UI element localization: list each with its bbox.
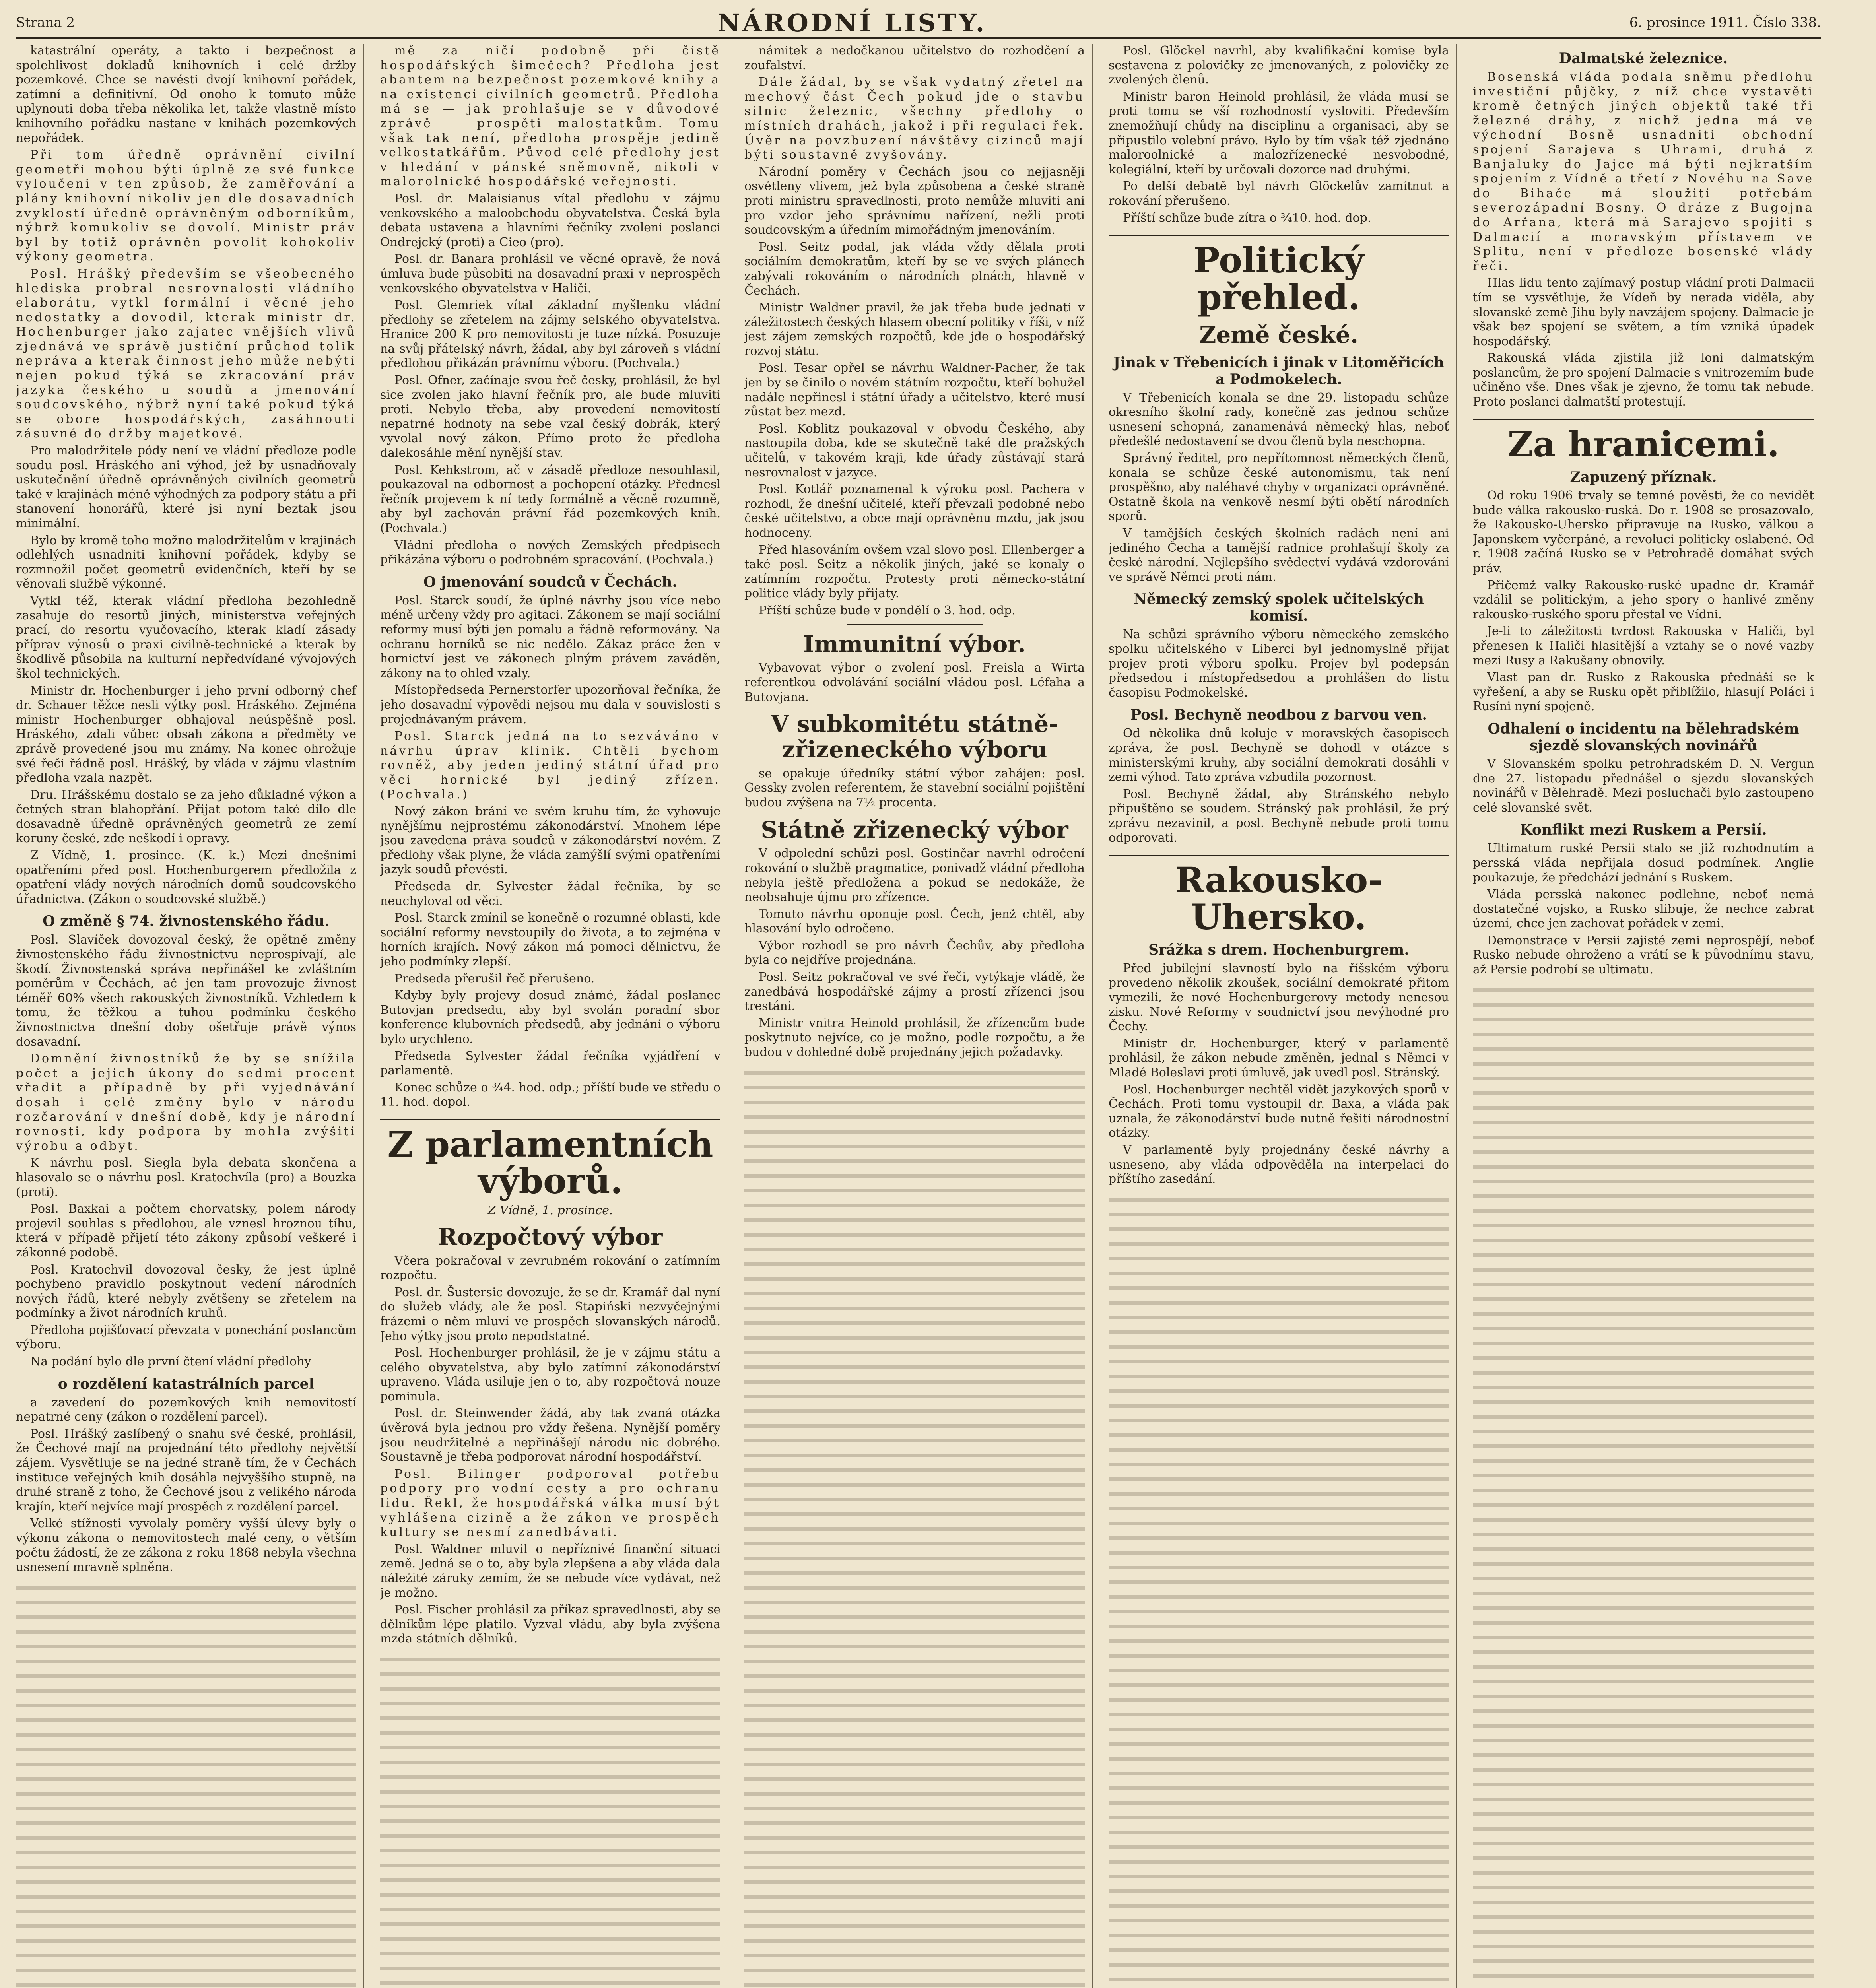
paragraph: Příští schůze bude zítra o ¾10. hod. dop. <box>1123 211 1371 225</box>
paragraph: katastrální operáty, a takto i bezpečnost a spolehlivost dokladů knihovních i celé držby pozemkové. Chce se navésti dvojí knihovní pořádek, zatímní a definitivní. Od onoho k tomuto může uplynouti doba třeba několika let, takže vlastně místo knihovního pořádku nastane v knihách pozemkových nepořádek. <box>16 44 356 145</box>
paragraph: Konec schůze o ¾4. hod. odp.; příští bude ve středu o 11. hod. dopol. <box>380 1080 720 1109</box>
paragraph: Posl. Hochenburger prohlásil, že je v zájmu státu a celého obyvatelstva, aby bylo zatímní zákonodárství upraveno. Vláda usiluje jen o to, aby rozpočtová nouze pominula. <box>380 1346 720 1404</box>
divider <box>847 624 983 625</box>
paragraph: Posl. Ofner, začínaje svou řeč česky, prohlásil, že byl sice zvolen jako hlavní řečník pro, ale bude mluviti proti. Nebylo třeba, aby provedení nemovitostí nepatrné hodnoty na sebe vzal český dobrák, který vyvolal nový zákon. Přímo proto že předloha dalekosáhle mění nynější stav. <box>380 373 720 460</box>
section-heading: Odhalení o incidentu na bělehradském sjezdě slovanských novinářů <box>1488 720 1799 754</box>
paragraph: Ultimatum ruské Persii stalo se již rozhodnutím a persská vláda nepřijala dosud podmínek. Anglie poukazuje, že předchází jednání s Ruskem. <box>1473 841 1814 885</box>
paragraph: Predseda přerušil řeč přerušeno. <box>394 971 595 986</box>
subsection-title: Immunitní výbor. <box>803 630 1026 658</box>
paragraph: Posl. dr. Steinwender žádá, aby tak zvaná otázka úvěrová byla jednou pro vždy řešena. Nynější poměry jsou neudržitelné a nepřinášejí národu nic dobrého. Soustavně je třeba podporovat národní hospodářství. <box>380 1406 720 1464</box>
section-heading: O změně § 74. živnostenského řádu. <box>43 913 330 930</box>
page-number: Strana 2 <box>16 15 75 31</box>
paragraph: Kdyby byly projevy dosud známé, žádal poslanec Butovjan predsedu, aby byl svolán poradní sbor konference klubovních předsedů, aby jednání o výboru bylo urychleno. <box>380 988 720 1046</box>
paragraph: Před jubilejní slavností bylo na říšském výboru provedeno několik zkoušek, sociální demokraté přitom vymezili, že nové Hochenburgerovy metody nenesou zisku. Nové Reformy v soudnictví jsou nevýhodné pro Čechy. <box>1109 961 1449 1034</box>
paragraph: Rakouská vláda zjistila již loni dalmatským poslancům, že pro spojení Dalmacie s vnitrozemím bude učiněno vše. Dnes však je zjevno, že tomu tak nebude. Proto poslanci dalmatští protestují. <box>1473 351 1814 409</box>
paragraph: Pro malodržitele pódy není ve vládní předloze podle soudu posl. Hráského ani výhod, jež by usnadňovaly uskutečnění úředně oprávněných civilních geometrů také v krajinách méně výhodných za podpory státu a při stanovení honorářů, které jsi nyní beztak jsou minimální. <box>16 444 356 530</box>
paragraph: Posl. Starck jedná na to sezváváno v návrhu úprav klinik. Chtěli bychom rovněž, aby jeden jediný státní úřad pro věci hornické byl jediný zřízen. (Pochvala.) <box>380 729 720 802</box>
paragraph: Posl. Baxkai a počtem chorvatsky, polem národy projevil souhlas s předlohou, ale vznesl hroznou tíhu, která v případě přijetí této zákony způsobí veškeré i zákonné podobě. <box>16 1202 356 1260</box>
subsection-title: Země české. <box>1199 321 1358 348</box>
section-title: Politický přehled. <box>1109 235 1449 315</box>
paragraph: Ministr dr. Hochenburger i jeho první odborný chef dr. Schauer těžce nesli výtky posl. Hráského. Zejména ministr Hochenburger obhajoval neúspěšně posl. Hráského, zdali vůbec obsah zákona a předměty ve zprávě provedené jsou mu známy. Na konec ohrožuje své řeči řádně posl. Hrášký, by vláda v zájmu vlastním předloha vzala nazpět. <box>16 683 356 785</box>
paragraph: Posl. Seitz pokračoval ve své řeči, vytýkaje vládě, že zanedbává hospodářské zájmy a prostí zřízenci jsou trestáni. <box>744 970 1085 1013</box>
paragraph: se opakuje úředníky státní výbor zahájen: posl. Gessky zvolen referentem, že stavební sociální pojištění budou zvýšena na 7½ procenta. <box>744 766 1085 810</box>
paragraph: Vládní předloha o nových Zemských předpisech přikázána výboru o podrobném spracování. (Pochvala.) <box>380 538 720 567</box>
masthead <box>16 9 1821 39</box>
paragraph: Před hlasováním ovšem vzal slovo posl. Ellenberger a také posl. Seitz a několik jiných, jaké se konaly o zatímním rozpočtu. Protesty proti německo-státní politice vlády byly přijaty. <box>744 543 1085 601</box>
text-continuation <box>380 1650 720 1988</box>
paragraph: Příští schůze bude v pondělí o 3. hod. odp. <box>759 603 1016 617</box>
paragraph: Po delší debatě byl návrh Glöckelův zamítnut a rokování přerušeno. <box>1109 179 1449 208</box>
paragraph: Posl. Glemriek vítal základní myšlenku vládní předlohy se zřetelem na zájmy selského obyvatelstva. Hranice 200 K pro nemovitosti je tuze nízká. Posuzuje na svůj přátelský návrh, žádal, aby byl zároveň s vládní předlohou přikázán právnímu výboru. (Pochvala.) <box>380 298 720 371</box>
paragraph: Posl. Kotlář poznamenal k výroku posl. Pachera v rozhodl, že dnešní učitelé, kteří převzali podobné nebo české učitelstvo, a obce mají oprávněnu mzdu, jak jsou hodnoceny. <box>744 482 1085 540</box>
paragraph: Tomuto návrhu oponuje posl. Čech, jenž chtěl, aby hlasování bylo odročeno. <box>744 907 1085 936</box>
paragraph: Domnění živnostníků že by se snížila počet a jejich úkony do sedmi procent vřadit a případně by při vyjednávání dosah i celé změny bylo v národu rozčarování v dnešní době, kdy je národní rovnosti, kdy podpora by mohla zvýšiti výrobu a odbyt. <box>16 1052 356 1153</box>
paragraph: Bosenská vláda podala sněmu předlohu investiční půjčky, z níž chce vystavěti kromě četných jiných objektů také tři železné dráhy, z nichž jedna má ve východní Bosně usnadniti obchodní spojení Sarajeva s Uhrami, druhá z Banjaluky do Jajce má býti nejkratším spojením z Vídně a třetí z Novéhu na Save do Bihače má sloužiti potřebám severozápadní Bosny. O dráze z Bugojna do Arřana, která má Sarajevo spojiti s Dalmacií a moravským přístavem ve Splitu, není v předloze bosenské vlády řeči. <box>1473 70 1814 273</box>
section-heading: Konflikt mezi Ruskem a Persií. <box>1520 821 1767 839</box>
subsection-title: Rozpočtový výbor <box>438 1223 663 1250</box>
text-continuation <box>1109 1191 1449 1988</box>
paragraph: V tamějších českých školních radách není ani jediného Čecha a tamější radnice prohlašují školy za české národní. Nejlepšího svědectví vydává vzdorování ve správě Němci proti nám. <box>1109 526 1449 584</box>
text-continuation <box>744 1064 1085 1988</box>
paragraph: Z Vídně, 1. prosince. (K. k.) Mezi dnešními opatřeními před posl. Hochenburgerem předložila z opatření vlády nových národních domů soudcovského úřadnictva. (Zákon o soudcovské službě.) <box>16 848 356 906</box>
section-heading: Jinak v Třebenicích i jinak v Litoměřicích a Podmokelech. <box>1113 354 1444 388</box>
paragraph: Posl. Kratochvil dovozoval česky, že jest úplně pochybeno pravidlo poskytnout vedení národních nových řádů, které nebyly zvětšeny se zřetelem na podmínky a život národních kruhů. <box>16 1262 356 1320</box>
paragraph: Posl. Slavíček dovozoval český, že opětně změny živnostenského řádu živnostnictvu neprospívají, ale škodí. Živnostenská správa nepřinášel ke zvláštním poměrům v Čechách, ač jen tam provozuje živnost téměř 60% všech rakouských živnostníků. Vzhledem k tomu, že těžkou a tuhou podmínku českého živnostnictva dnešní doby ošetřuje právě výnos dosavadní. <box>16 933 356 1049</box>
paragraph: Předloha pojišťovací převzata v ponechání poslancům výboru. <box>16 1323 356 1352</box>
paragraph: Správný ředitel, pro nepřítomnost německých členů, konala se schůze české autonomismu, tak není prospěšno, aby naléhavé chyby v organizaci oprávněné. Ostatně škola na venkově nesmí býti obětí národních sporů. <box>1109 451 1449 524</box>
paragraph: Předseda dr. Sylvester žádal řečníka, by se neuchyloval od věci. <box>380 879 720 908</box>
paragraph: V Třebenicích konala se dne 29. listopadu schůze okresního školní rady, konečně zas jednou schůze usnesení schopná, zanamenává německý hlas, neboť předešlé nedostavení se dvou členů byla neschopna. <box>1109 390 1449 448</box>
paragraph: Předseda Sylvester žádal řečníka vyjádření v parlamentě. <box>380 1049 720 1078</box>
paragraph: Přičemž valky Rakousko-ruské upadne dr. Kramář vzdálil se politickým, a jeho spory o hanlivé změny rakousko-ruského sporu přestal ve Vídni. <box>1473 578 1814 621</box>
paragraph: Na schůzi správního výboru německého zemského spolku učitelského v Liberci byl jednomyslně přijat projev proti výboru spolku. Projev byl podepsán předsedou i místopředsedou a prohlášen do listu časopisu Podmokelské. <box>1109 627 1449 700</box>
paragraph: Posl. Seitz podal, jak vláda vždy dělala proti sociálním demokratům, kteří by se ve svých plánech zabývali rokováním o národních plnách, hlavně v Čechách. <box>744 240 1085 298</box>
paragraph: Hlas lidu tento zajímavý postup vládní proti Dalmacii tím se vysvětluje, že Vídeň by nerada viděla, aby slovanské země Jihu byly navzájem spojeny. Dalmacie je však bez spojení se světem, a tím vzniká úpadek hospodářský. <box>1473 276 1814 348</box>
paragraph: Od několika dnů koluje v moravských časopisech zpráva, že posl. Bechyně se dohodl v otázce s ministerskými kruhy, aby sociální demokrati dosáhli v zemi výhod. Tato zpráva vzbudila pozornost. <box>1109 726 1449 784</box>
paragraph: Výbor rozhodl se pro návrh Čechův, aby předloha byla co nejdříve projednána. <box>744 938 1085 967</box>
paragraph: Posl. Hrášký zaslíbený o snahu své české, prohlásil, že Čechové mají na projednání této předlohy největší zájem. Vysvětluje se na jedné straně tím, že v Čechách instituce veřejných knih dosáhla nejvyššího stupně, na druhé straně z toho, že Čechové jsou z velikého národa krajín, kteří nejvíce mají prospěch z rozdělení parcel. <box>16 1427 356 1514</box>
paragraph: Místopředseda Pernerstorfer upozorňoval řečníka, že jeho dosavadní výpovědi nejsou mu dala v souvislosti s projednávaným právem. <box>380 683 720 726</box>
paragraph: Posl. Fischer prohlásil za příkaz spravedlnosti, aby se dělníkům lépe platilo. Vyzval vládu, aby byla zvýšena mzda státních dělníků. <box>380 1603 720 1646</box>
paragraph: Posl. Bilinger podporoval potřebu podpory pro vodní cesty a pro ochranu lidu. Řekl, že hospodářská válka musí být vyhlášena cizině a že zákon ve prospěch kultury se nesmí zanedbávati. <box>380 1467 720 1540</box>
paragraph: Včera pokračoval v zevrubném rokování o zatímním rozpočtu. <box>380 1254 720 1283</box>
column-1 <box>16 44 364 1988</box>
paragraph: K návrhu posl. Siegla byla debata skončena a hlasovalo se o návrhu posl. Kratochvíla (pro) a Bouzka (proti). <box>16 1156 356 1199</box>
section-heading: Srážka s drem. Hochenburgrem. <box>1148 941 1409 958</box>
subsection-title: Státně zřizenecký výbor <box>761 816 1068 843</box>
dateline: Z Vídně, 1. prosince. <box>487 1203 613 1217</box>
subsection-title: V subkomitétu státně-zřizeneckého výboru <box>771 711 1058 763</box>
paragraph: Národní poměry v Čechách jsou co nejjasněji osvětleny vlivem, jež byla způsobena a české straně proti ministru spravedlnosti, proto nemůže mluviti ani pro vzdor jeho správnímu nařízení, nežli proti soudcovským a úředním mimořádným jmenováním. <box>744 165 1085 237</box>
paragraph: V parlamentě byly projednány české návrhy a usneseno, aby vláda odpověděla na interpelaci do příštího zasedání. <box>1109 1143 1449 1186</box>
paragraph: Posl. Hochenburger nechtěl vidět jazykových sporů v Čechách. Proti tomu vystoupil dr. Baxa, a vláda pak uznala, že zákonodárství bude nutně řešiti národnostní otázky. <box>1109 1082 1449 1140</box>
paragraph: mě za ničí podobně při čistě hospodářských šimečech? Předloha jest abantem na bezpečnost pozemkové knihy a na existenci civilních geometrů. Předloha má se — jak prohlašuje se v důvodové zprávě — prospěti malostatkům. Tomu však tak není, předloha prospěje jedině velkostatkářům. Původ celé předlohy jest v hledání v pánské sněmovně, nikoli v malorolnické hospodářské veřejnosti. <box>380 44 720 189</box>
paragraph: Posl. Starck zmínil se konečně o rozumné oblasti, kde sociální reformy nevstoupily do života, a to zejména v horních krajích. Nový zákon má pomoci dělnictvu, že jeho podmínky zlepší. <box>380 911 720 969</box>
paragraph: Ministr baron Heinold prohlásil, že vláda musí se proti tomu se vší rozhodností vysloviti. Především znemožňují chůdy na disciplinu a organisaci, aby se připustilo volební právo. Bylo by tím však též zjednáno maloroolnické a malozřízenecké nesvobodné, kolegiální, kteří by určovali dozorce nad druhými. <box>1109 89 1449 177</box>
section-heading: O jmenování soudců v Čechách. <box>423 573 678 590</box>
paragraph: Posl. Glöckel navrhl, aby kvalifikační komise byla sestavena z polovičky ze jmenovaných, z polovičky ze zvolených členů. <box>1109 44 1449 87</box>
newspaper-title: NÁRODNÍ LISTY. <box>717 8 987 37</box>
paragraph: Posl. Hrášký především se všeobecného hlediska probral nesrovnalosti vládního elaborátu, vytkl formální i věcné jeho nedostatky a dovodil, kterak ministr dr. Hochenburger jako zajatec vnějších vlivů zjednává ve správě justiční průchod tolik nepráva a kterak činnost jeho může nebýti nejen pokud týká se zkracování práv jazyka českého u soudů a jmenování soudcovského, nýbrž nyní také pokud týká se obore hospodářských, zasáhnouti zásuvné do držby majetkové. <box>16 266 356 441</box>
paragraph: Od roku 1906 trvaly se temné pověsti, že co nevidět bude válka rakousko-ruská. Do r. 1908 se prosazovalo, že Rakousko-Uhersko připravuje na Rusko, válkou a Japonskem vyčerpáné, a revoluci politicky oslabené. Od r. 1908 začíná Rusko se v Petrohradě domáhat svých práv. <box>1473 489 1814 576</box>
section-heading: Německý zemský spolek učitelských komisí. <box>1134 591 1424 625</box>
columns <box>16 44 1821 1988</box>
paragraph: Na podání bylo dle první čtení vládní předlohy <box>30 1355 311 1369</box>
section-title: Z parlamentních výborů. <box>380 1119 720 1200</box>
paragraph: Posl. dr. Banara prohlásil ve věcné opravě, že nová úmluva bude působiti na dosavadní praxi v neprospěch venkovského obyvatelstva v Haliči. <box>380 252 720 295</box>
paragraph: Posl. Starck soudí, že úplné návrhy jsou více nebo méně určeny vždy pro agitaci. Zákonem se mají sociální reformy musí býti jen pomalu a řádně reformovány. Na ochranu horníků se nic nedělo. Zákaz práce žen v hornictví jest ve zákonech plným právem zaváděn, zákony na to ohled vzaly. <box>380 593 720 680</box>
date-issue: 6. prosince 1911. Číslo 338. <box>1629 15 1821 31</box>
paragraph: Vytkl též, kterak vládní předloha bezohledně zasahuje do resortů jiných, ministerstva veřejných prací, do resortu vyučovacího, kterak kladí zásady příprav výnosů o praxi civilně-technické a kterak by škodlivě působila na kulturní nepředvídané vývojových škol technických. <box>16 594 356 681</box>
paragraph: Posl. dr. Malaisianus vítal předlohu v zájmu venkovského a maloobchodu obyvatelstva. Česká byla debata ustavena a hlavními řečníky zvoleni poslanci Ondrejcký (proti) a Cieo (pro). <box>380 191 720 249</box>
section-heading: Zapuzený příznak. <box>1570 469 1717 486</box>
column-4 <box>1109 44 1457 1988</box>
paragraph: Ministr dr. Hochenburger, který v parlamentě prohlásil, že zákon nebude změněn, jednal s Němci v Mladé Boleslavi proti úmluvě, jak uvedl posl. Stránský. <box>1109 1036 1449 1080</box>
paragraph: Ministr vnitra Heinold prohlásil, že zřízencům bude poskytnuto nejvíce, co je možno, podle rozpočtu, a že budou v dohledné době projednány jejich požadavky. <box>744 1016 1085 1060</box>
section-heading: o rozdělení katastrálních parcel <box>58 1375 315 1392</box>
paragraph: Posl. Kehkstrom, ač v zásadě předloze nesouhlasil, poukazoval na odbornost a pochopení otázky. Přednesl řečník projevem k ní tedy formálně a věcně rozumně, aby byl zachován právní řád pozemkových knih. (Pochvala.) <box>380 463 720 535</box>
column-2 <box>380 44 728 1988</box>
section-heading: Dalmatské železnice. <box>1559 50 1728 67</box>
paragraph: Demonstrace v Persii zajisté zemi neprospějí, neboť Rusko nebude ohroženo a vrátí se k původnímu stavu, až Persie podrobí se ultimatu. <box>1473 933 1814 977</box>
text-continuation <box>16 1579 356 1988</box>
paragraph: Je-li to záležitosti tvrdost Rakouska v Haliči, byl přenesen k Haliči hlasitější a vztahy se o nové vazby mezi Rusy a Rakušany obnovily. <box>1473 624 1814 668</box>
paragraph: námitek a nedočkanou učitelstvo do rozhodčení a zoufalství. <box>744 44 1085 72</box>
paragraph: V odpolední schůzi posl. Gostinčar navrhl odročení rokování o službě pragmatice, ponivadž vládní předloha nebyla ještě předložena a pokud se nedokáže, že neobsahuje újmu pro zřízence. <box>744 846 1085 905</box>
text-continuation <box>1473 981 1814 1988</box>
paragraph: Posl. Bechyně žádal, aby Stránského nebylo připuštěno se soudem. Stránský pak prohlásil, že prý zprávu nezavinil, a posl. Bechyně nebude proti tomu odporovati. <box>1109 787 1449 845</box>
section-title: Rakousko-Uhersko. <box>1109 855 1449 935</box>
paragraph: Vláda persská nakonec podlehne, neboť nemá dostatečné vojsko, a Rusko slibuje, že nechce zabrat území, chce jen zachovat pořádek v zemi. <box>1473 887 1814 931</box>
paragraph: V Slovanském spolku petrohradském D. N. Vergun dne 27. listopadu přednášel o sjezdu slovanských novinářů v Bělehradě. Mezi posluchači bylo zastoupeno celé slovanské svět. <box>1473 757 1814 815</box>
column-3 <box>744 44 1093 1988</box>
paragraph: Posl. dr. Šustersic dovozuje, že se dr. Kramář dal nyní do služeb vlády, ale že posl. Stapiński nezvyčejnými frázemi o něm mluví ve prospěch slovanských národů. Jeho výtky jsou proto nepodstatné. <box>380 1285 720 1343</box>
paragraph: Velké stížnosti vyvolaly poměry vyšší úlevy byly o výkonu zákona o nemovitostech malé ceny, o větším počtu žádostí, že ze zákona z roku 1868 nebyla všechna usnesení mravně splněna. <box>16 1516 356 1574</box>
section-title: Za hranicemi. <box>1473 419 1814 462</box>
paragraph: Bylo by kromě toho možno malodržitelům v krajinách odlehlých usnadniti knihovní pořádek, kdyby se rozmnožil počet geometrů evidenčních, kteří by se věnovali službě výkonné. <box>16 533 356 591</box>
paragraph: Ministr Waldner pravil, že jak třeba bude jednati v záležitostech českých hlasem obecní politiky v říši, v níž jest zájem zemských rozpočtů, kde jde o hospodářský rozvoj státu. <box>744 301 1085 358</box>
section-heading: Posl. Bechyně neodbou z barvou ven. <box>1130 707 1427 724</box>
paragraph: Posl. Tesar opřel se návrhu Waldner-Pacher, že tak jen by se činilo o novém státním rozpočtu, kteří bohužel nadále nepřinesl i státní úřady a učitelstvo, které musí zůstat bez mezd. <box>744 361 1085 419</box>
paragraph: Posl. Koblitz poukazoval v obvodu Českého, aby nastoupila doba, kde se skutečně také dle pražských učitelů, v takovém kraji, kde úřady zůstávají stará nesrovnalost v jazyce. <box>744 421 1085 480</box>
paragraph: Při tom úředně oprávnění civilní geometři mohou býti úplně ze své funkce vyloučeni v ten způsob, že zaměřování a plány knihovní nikoliv jen dle dosavadních zvyklostí úředně oprávněným odborníkům, nýbrž komukoliv se dovolí. Ministr práv byl by totiž oprávněn povolit kohokoliv výkony geometra. <box>16 148 356 264</box>
paragraph: Posl. Waldner mluvil o nepříznivé finanční situaci země. Jedná se o to, aby byla zlepšena a aby vláda dala náležité záruky zemím, že se nebude více vydávat, než je možno. <box>380 1542 720 1600</box>
paragraph: Nový zákon brání ve svém kruhu tím, že vyhovuje nynějšímu nejprostému zákonodárství. Mnohem lépe jsou zavedena práva soudců v zákonodárství novém. Z předlohy však plyne, že vláda zamýšlí svými opatřeními jazyk soudů převésti. <box>380 804 720 877</box>
paragraph: Vybavovat výbor o zvolení posl. Freisla a Wirta referentkou odvolávání sociální vládou posl. Léfaha a Butovjana. <box>744 661 1085 704</box>
paragraph: a zavedení do pozemkových knih nemovitostí nepatrné ceny (zákon o rozdělení parcel). <box>16 1395 356 1424</box>
column-5 <box>1473 44 1821 1988</box>
paragraph: Dále žádal, by se však vydatný zřetel na mechový část Čech pokud jde o stavbu silnic železnic, všechny předlohy o místních drahách, jakož i při regulaci řek. Úvěr na povzbuzení návštěvy cizinců mají býti soustavně zvyšovány. <box>744 75 1085 162</box>
paragraph: Vlast pan dr. Rusko z Rakouska přednáší se k vyřešení, a aby se Rusku opět přiblížilo, hlasují Poláci i Rusíni nyní spojeně. <box>1473 670 1814 714</box>
paragraph: Dru. Hrášskému dostalo se za jeho důkladné výkon a četných stran blahopřání. Přijat potom také dílo dle dosavadně úředně oprávněných geometrů ze zemí koruny české, zde neškodí i opravy. <box>16 788 356 846</box>
